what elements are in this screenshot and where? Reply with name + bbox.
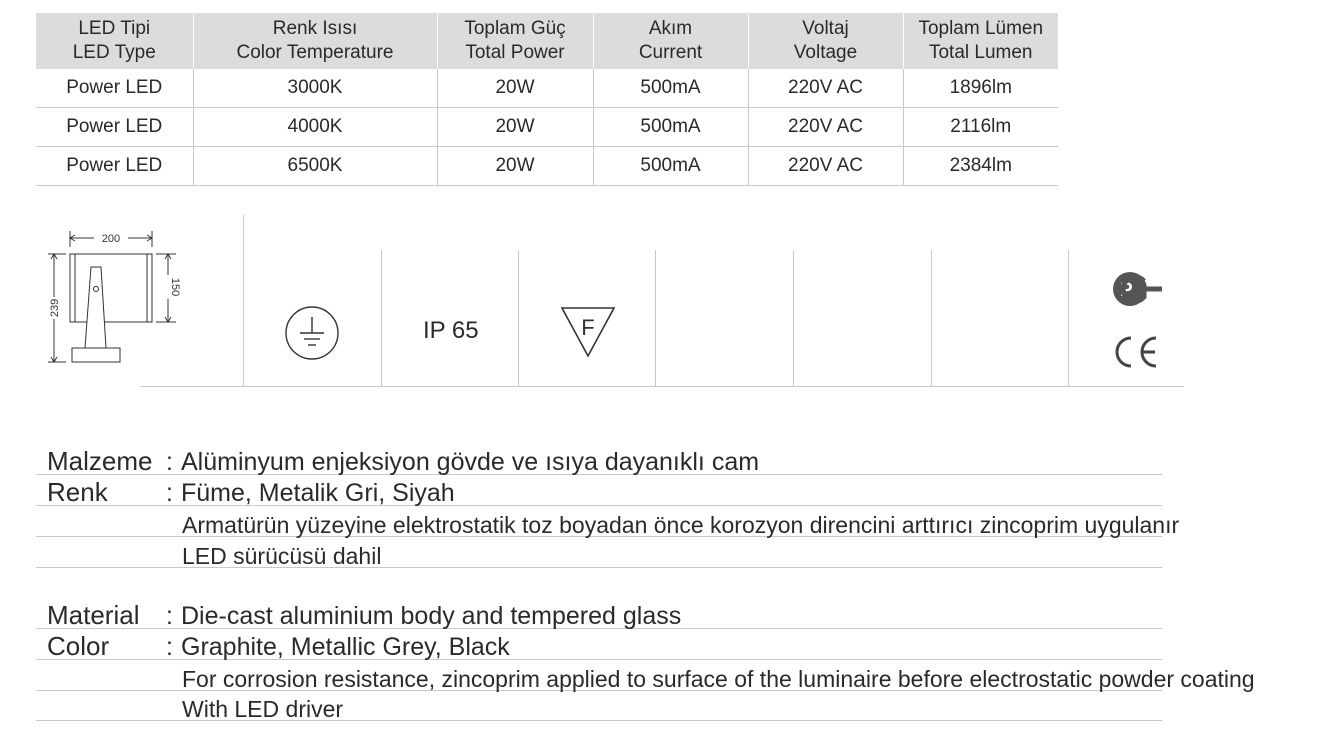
- cell-color-temperature: 3000K: [193, 69, 437, 108]
- f-mark-icon: [559, 305, 617, 359]
- cell-led-type: Power LED: [36, 69, 193, 108]
- cell-voltage: 220V AC: [748, 108, 903, 147]
- cell-total-lumen: 2116lm: [903, 108, 1058, 147]
- color-row-tr: [36, 475, 1162, 506]
- cell-current: 500mA: [593, 108, 748, 147]
- driver-note-tr: LED sürücüsü dahil: [182, 543, 382, 569]
- cell-total-lumen: 2384lm: [903, 147, 1058, 186]
- f-mark-letter: F: [581, 315, 595, 340]
- strip-divider: [931, 250, 932, 387]
- table-row: [36, 69, 1058, 108]
- color-value-en: : Graphite, Metallic Grey, Black: [166, 633, 510, 661]
- cell-color-temperature: 4000K: [193, 108, 437, 147]
- strip-divider: [518, 250, 519, 387]
- strip-divider: [381, 250, 382, 387]
- material-row-tr: [36, 444, 1162, 475]
- material-key-tr: Malzeme: [47, 446, 153, 476]
- gost-r-certification-icon: [1110, 269, 1166, 309]
- material-row-en: [36, 598, 1162, 629]
- color-key-tr: Renk: [47, 477, 108, 507]
- ip-rating-label: IP 65: [423, 317, 479, 344]
- header-voltage: Voltaj Voltage: [748, 13, 903, 69]
- header-total-lumen: Toplam Lümen Total Lumen: [903, 13, 1058, 69]
- cell-color-temperature: 6500K: [193, 147, 437, 186]
- strip-divider: [655, 250, 656, 387]
- header-color-temperature: Renk Isısı Color Temperature: [193, 13, 437, 69]
- table-row: [36, 108, 1058, 147]
- header-current: Akım Current: [593, 13, 748, 69]
- cell-total-power: 20W: [437, 147, 593, 186]
- coating-note-tr: Armatürün yüzeyine elektrostatik toz boyadan önce korozyon direncini arttırıcı zincoprim uygulanır: [182, 512, 1180, 538]
- spec-table: [36, 13, 1058, 186]
- driver-row-en: [36, 690, 1162, 721]
- material-key-en: Material: [47, 600, 140, 630]
- cell-total-lumen: 1896lm: [903, 69, 1058, 108]
- cell-current: 500mA: [593, 69, 748, 108]
- material-value-tr: : Alüminyum enjeksiyon gövde ve ısıya dayanıklı cam: [166, 448, 760, 476]
- cell-led-type: Power LED: [36, 147, 193, 186]
- header-total-power: Toplam Güç Total Power: [437, 13, 593, 69]
- table-header-row: [36, 13, 1058, 69]
- strip-baseline: [140, 386, 1184, 387]
- strip-divider: [1068, 250, 1069, 387]
- strip-divider: [243, 215, 244, 387]
- cell-led-type: Power LED: [36, 108, 193, 147]
- cell-current: 500mA: [593, 147, 748, 186]
- dimension-width-label: 200: [101, 233, 121, 245]
- dimension-height-label: 239: [49, 298, 61, 318]
- color-row-en: [36, 629, 1162, 660]
- driver-row-tr: [36, 537, 1162, 568]
- color-value-tr: : Füme, Metalik Gri, Siyah: [166, 479, 455, 507]
- cell-total-power: 20W: [437, 108, 593, 147]
- strip-divider: [793, 250, 794, 387]
- note-row-tr: [36, 506, 1180, 538]
- svg-text:P: P: [1120, 280, 1133, 301]
- color-key-en: Color: [47, 631, 110, 661]
- driver-note-en: With LED driver: [182, 696, 344, 722]
- cell-total-power: 20W: [437, 69, 593, 108]
- header-led-type: LED Tipi LED Type: [36, 13, 193, 69]
- coating-note-en: For corrosion resistance, zincoprim applied to surface of the luminaire before electrostatic powder coating: [182, 666, 1255, 692]
- ce-mark-icon: [1112, 335, 1160, 369]
- cell-voltage: 220V AC: [748, 69, 903, 108]
- cell-voltage: 220V AC: [748, 147, 903, 186]
- note-row-en: [36, 660, 1255, 692]
- table-row: [36, 147, 1058, 186]
- earth-ground-icon: [284, 305, 340, 361]
- material-value-en: : Die-cast aluminium body and tempered glass: [166, 602, 682, 630]
- icon-strip: [0, 205, 1333, 395]
- dimension-drawing-icon: [44, 227, 184, 372]
- dimension-head-height-label: 150: [169, 277, 181, 297]
